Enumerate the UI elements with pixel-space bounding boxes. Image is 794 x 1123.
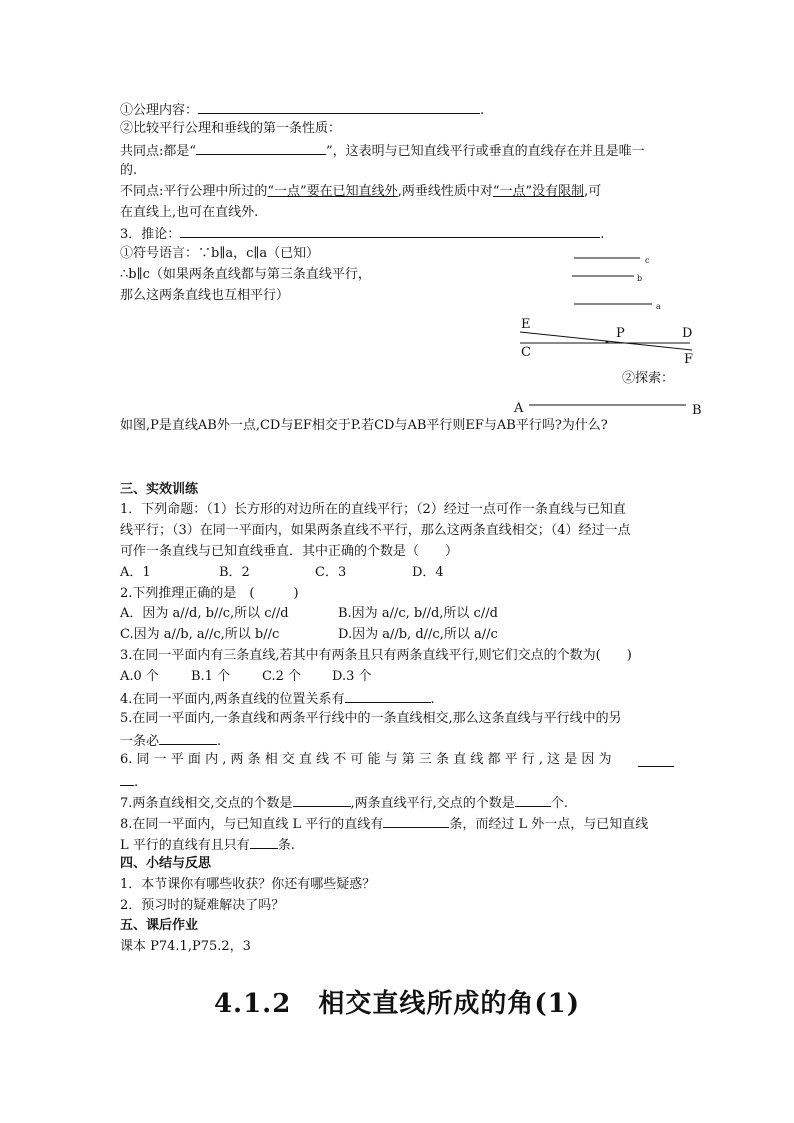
explore-question: 如图,P是直线AB外一点,CD与EF相交于P.若CD与AB平行则EF与AB平行吗?为什么? (120, 418, 608, 433)
label-e: E (521, 317, 531, 332)
homework-line: 课本 P74.1,P75.2，3 (120, 939, 251, 954)
q6-blank-2[interactable] (120, 772, 134, 786)
label-d: D (682, 326, 693, 341)
corollary-line: 3．推论： . (120, 224, 604, 244)
q1-option-b[interactable]: B．2 (219, 565, 250, 580)
label-c-point: C (521, 345, 531, 360)
q6-line-1: 6. 同 一 平 面 内 , 两 条 相 交 直 线 不 可 能 与 第 三 条 直 线 都 平 行 , 这 是 因 为 (120, 751, 612, 769)
q2-option-c[interactable]: C.因为 a//b, a//c,所以 b//c (120, 627, 280, 642)
q8-blank-2[interactable] (250, 835, 278, 849)
label-p: P (616, 326, 625, 341)
q3-stem: 3.在同一平面内有三条直线,若其中有两条且只有两条直线平行,则它们交点的个数为( ) (120, 648, 632, 663)
label-f: F (684, 352, 694, 367)
common-point-line-2: 的. (120, 163, 138, 178)
q1-line-2: 线平行；（3）在同一平面内，如果两条直线不平行，那么这两条直线相交；（4）经过一点 (120, 523, 631, 538)
q1-option-c[interactable]: C．3 (315, 565, 347, 580)
common-point-line: 共同点:都是“ ”，这表明与已知直线平行或垂直的直线存在并且是唯一 (120, 141, 645, 161)
symbol-language-line: ①符号语言：∵b∥a，c∥a（已知） (120, 246, 320, 261)
conclusion-line-2: 那么这两条直线也互相平行） (120, 288, 290, 303)
q1-option-a[interactable]: A．1 (120, 565, 151, 580)
q3-option-b[interactable]: B.1 个 (191, 669, 231, 684)
point-p (606, 341, 609, 344)
q7-blank-2[interactable] (515, 793, 551, 807)
q7-blank-1[interactable] (293, 793, 351, 807)
explore-label: ②探索： (622, 371, 675, 386)
section-3-heading: 三、实效训练 (120, 482, 199, 497)
q1-line-1: 1．下列命题：（1）长方形的对边所在的直线平行；（2）经过一点可作一条直线与已知直 (120, 502, 626, 517)
q8-line-2: L 平行的直线有且只有 条. (120, 835, 295, 855)
q2-option-d[interactable]: D.因为 a//b, d//c,所以 a//c (338, 627, 498, 642)
label-a: a (656, 302, 661, 311)
q8-line-1: 8.在同一平面内，与已知直线 L 平行的直线有 条，而经过 L 外一点，与已知直线 (120, 814, 648, 834)
q5-blank[interactable] (159, 731, 217, 745)
q8-blank-1[interactable] (383, 814, 449, 828)
q3-option-c[interactable]: C.2 个 (262, 669, 302, 684)
q3-option-d[interactable]: D.3 个 (332, 669, 372, 684)
compare-heading: ②比较平行公理和垂线的第一条性质： (120, 121, 342, 136)
next-lesson-title: 4.1.2 相交直线所成的角(1) (213, 989, 581, 1019)
conclusion-line: ∴b∥c（如果两条直线都与第三条直线平行， (120, 267, 371, 282)
label-c: c (645, 256, 650, 265)
intersecting-lines-figure (520, 332, 692, 405)
q1-line-3: 可作一条直线与已知直线垂直．其中正确的个数是（ ） (120, 544, 459, 559)
difference-line-2: 在直线上,也可在直线外. (120, 205, 259, 220)
q3-option-a[interactable]: A.0 个 (120, 669, 159, 684)
q4-blank[interactable] (345, 689, 431, 703)
q7-line: 7.两条直线相交,交点的个数是 ,两条直线平行,交点的个数是 个. (120, 793, 568, 813)
q2-option-b[interactable]: B.因为 a//c, b//d,所以 c//d (338, 606, 498, 621)
axiom-content-line: ①公理内容： . (120, 100, 484, 120)
section-4-heading: 四、小结与反思 (120, 856, 212, 871)
q6-line-2: . (120, 772, 138, 792)
label-a-point: A (514, 401, 524, 416)
reflection-line-1: 1．本节课你有哪些收获？你还有哪些疑惑？ (120, 877, 376, 892)
q6-blank-1[interactable] (638, 753, 674, 767)
q2-option-a[interactable]: A．因为 a//d, b//c,所以 c//d (120, 606, 289, 621)
label-b-point: B (692, 403, 702, 418)
label-b: b (637, 274, 643, 283)
reflection-line-2: 2．预习时的疑难解决了吗？ (120, 898, 285, 913)
q4-line: 4.在同一平面内,两条直线的位置关系有 . (120, 689, 435, 709)
q5-line-1: 5.在同一平面内,一条直线和两条平行线中的一条直线相交,那么这条直线与平行线中的另 (120, 711, 622, 726)
q2-stem: 2.下列推理正确的是 ( ) (120, 586, 299, 601)
q5-line-2: 一条必 . (120, 731, 221, 751)
line-ef (520, 332, 692, 350)
section-5-heading: 五、课后作业 (120, 918, 199, 933)
difference-line: 不同点:平行公理中所过的“一点”要在已知直线外,两垂线性质中对“一点”没有限制,可 (120, 184, 602, 199)
q1-option-d[interactable]: D．4 (412, 565, 444, 580)
